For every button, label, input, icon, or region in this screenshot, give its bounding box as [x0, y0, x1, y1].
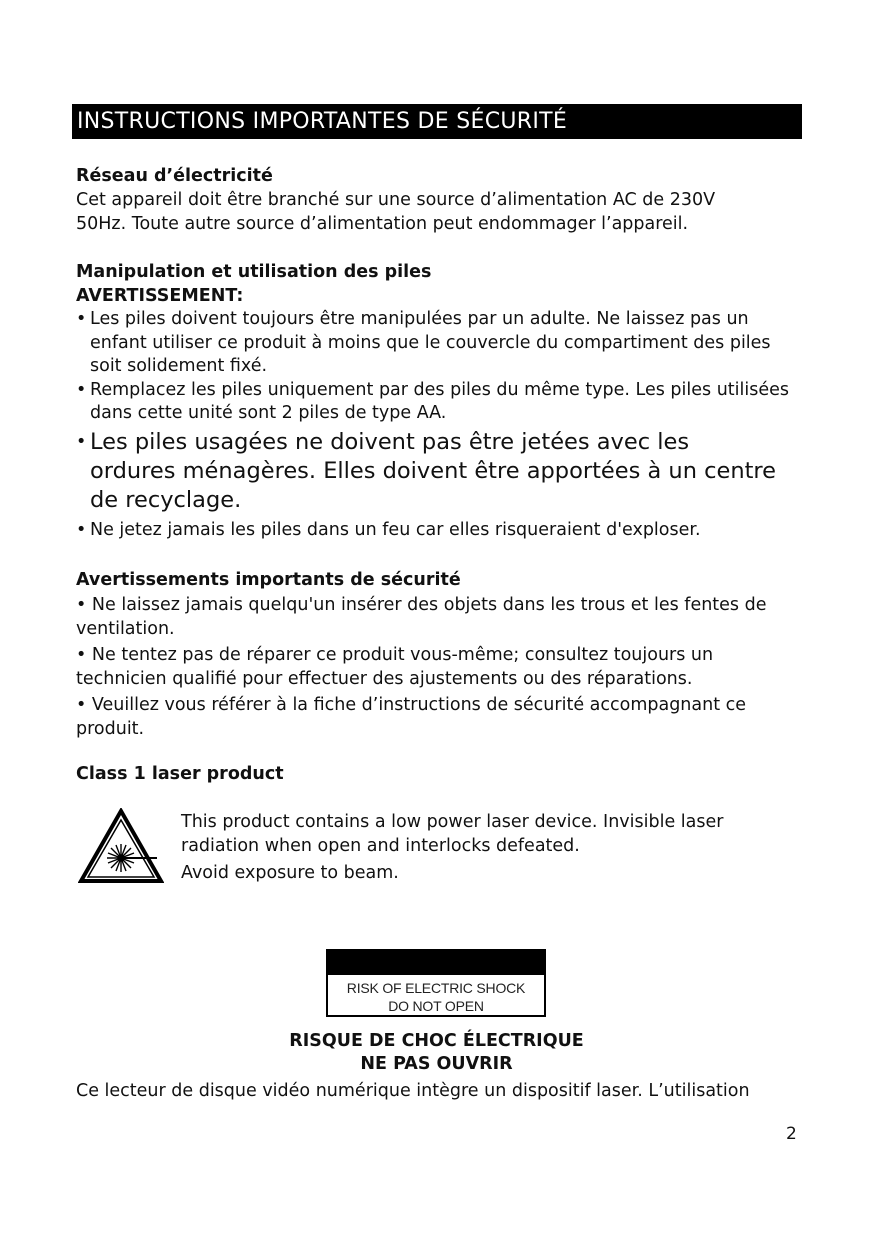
laser-text: This product contains a low power laser device. Invisible laser radiation when open and interlocks defeated. Avoid exposure to beam.	[181, 812, 724, 883]
shock-label-line2: DO NOT OPEN	[388, 998, 484, 1014]
electric-shock-label	[326, 949, 546, 1017]
bullet-icon: •	[76, 431, 87, 452]
bullet-icon: •	[76, 595, 87, 615]
list-item: • Ne tentez pas de réparer ce produit vous-même; consultez toujours un technicien qualifié pour effectuer des ajustements ou des réparations.	[76, 645, 714, 689]
list-item: • Ne laissez jamais quelqu'un insérer des objets dans les trous et les fentes de ventilation.	[76, 595, 767, 639]
shock-caption-line1: RISQUE DE CHOC ÉLECTRIQUE	[289, 1031, 584, 1051]
list-item: • Les piles usagées ne doivent pas être jetées avec les ordures ménagères. Elles doivent être apportées à un centre de recyclage.	[76, 428, 776, 513]
bullet-icon: •	[76, 695, 87, 715]
batteries-warning: AVERTISSEMENT:	[76, 286, 244, 306]
batteries-list	[76, 308, 806, 542]
batteries-heading: Manipulation et utilisation des piles	[76, 262, 432, 282]
safety-heading: Avertissements importants de sécurité	[76, 570, 461, 590]
shock-caption-line2: NE PAS OUVRIR	[360, 1054, 513, 1074]
page-title: INSTRUCTIONS IMPORTANTES DE SÉCURITÉ	[72, 104, 802, 139]
bullet-icon: •	[76, 309, 87, 329]
list-item: • Ne jetez jamais les piles dans un feu car elles risqueraient d'exploser.	[76, 519, 806, 543]
laser-heading: Class 1 laser product	[76, 764, 284, 784]
bullet-icon: •	[76, 645, 87, 665]
label-band	[328, 951, 544, 975]
power-heading: Réseau d’électricité	[76, 166, 273, 186]
list-item: • Remplacez les piles uniquement par des piles du même type. Les piles utilisées dans cette unité sont 2 piles de type AA.	[76, 379, 790, 423]
power-text: Cet appareil doit être branché sur une source d’alimentation AC de 230V 50Hz. Toute autre source d’alimentation peut endommager l’appareil.	[76, 190, 716, 234]
list-item: • Veuillez vous référer à la fiche d’instructions de sécurité accompagnant ce produit.	[76, 695, 747, 739]
shock-label-line1: RISK OF ELECTRIC SHOCK	[346, 980, 526, 996]
page-number: 2	[786, 1124, 797, 1144]
footer-text: Ce lecteur de disque vidéo numérique intègre un dispositif laser. L’utilisation	[76, 1081, 750, 1101]
content	[76, 164, 806, 888]
list-item: • Les piles doivent toujours être manipulées par un adulte. Ne laissez pas un enfant utiliser ce produit à moins que le couvercle du compartiment des piles soit solidement fixé.	[76, 309, 771, 376]
laser-notice	[76, 798, 806, 888]
bullet-icon: •	[76, 519, 87, 540]
shock-caption	[0, 1030, 873, 1076]
laser-warning-icon	[78, 808, 164, 884]
bullet-icon: •	[76, 379, 87, 400]
